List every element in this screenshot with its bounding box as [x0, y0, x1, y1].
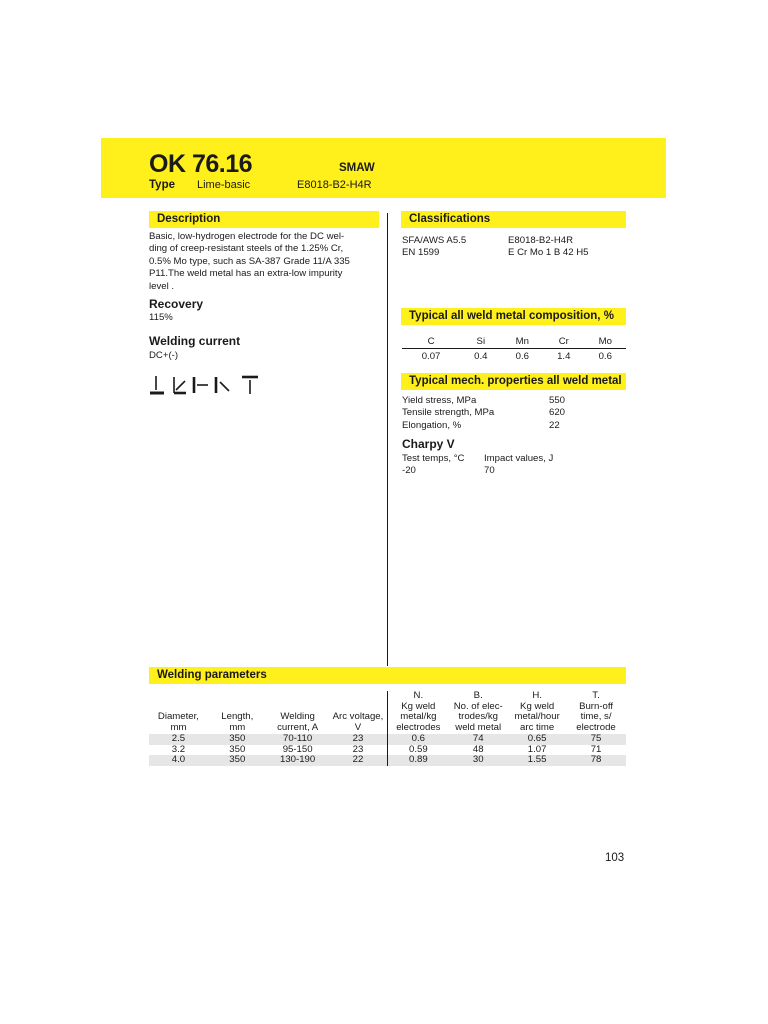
classification-value: E8018-B2-H4R: [508, 235, 574, 246]
wp-header-line: Burn-off: [579, 700, 614, 712]
wp-cell: 75: [566, 734, 626, 745]
composition-header: Mn: [502, 334, 543, 349]
composition-value: 0.4: [474, 350, 488, 362]
wp-header: [388, 691, 448, 734]
composition-value: 0.6: [598, 350, 612, 362]
recovery-heading: Recovery: [149, 297, 204, 311]
type-label: Type: [149, 179, 175, 191]
welding-parameters-heading: Welding parameters: [149, 667, 626, 684]
wp-cell: 22: [329, 755, 388, 766]
wp-cell: 130-190: [267, 755, 329, 766]
mech-value: 620: [549, 407, 566, 419]
description-text: [149, 231, 384, 293]
wp-cell: 2.5: [149, 734, 208, 745]
composition-heading: Typical all weld metal composition, %: [401, 308, 626, 325]
classifications-table: [402, 235, 626, 260]
mech-label: Elongation, %: [402, 419, 462, 431]
composition-header: C: [402, 334, 460, 349]
wp-cell: 3.2: [171, 743, 186, 755]
product-title: OK 76.16: [149, 150, 253, 178]
wp-header-line: current, A: [277, 722, 319, 734]
wp-header: [566, 691, 626, 734]
charpy-table: [402, 453, 626, 478]
table-row: [402, 395, 626, 407]
wp-cell: 48: [472, 743, 484, 755]
welding-current-heading: Welding current: [149, 334, 241, 348]
wp-header-line: electrode: [576, 722, 616, 734]
wp-cell: 4.0: [149, 755, 208, 766]
wp-cell: 1.55: [508, 755, 566, 766]
classification-standard: SFA/AWS A5.5: [402, 235, 467, 246]
charpy-temp: -20: [402, 465, 416, 477]
recovery-value: 115%: [149, 312, 173, 323]
mech-properties-heading: Typical mech. properties all weld metal: [401, 373, 626, 390]
wp-header-line: H.: [532, 690, 542, 701]
wp-header-line: electrodes: [396, 722, 441, 734]
charpy-impact: 70: [484, 465, 495, 477]
wp-header: [267, 691, 329, 734]
wp-cell: 350: [208, 734, 267, 745]
wp-cell: 95-150: [282, 743, 313, 755]
type-value: Lime-basic: [197, 179, 251, 191]
mech-label: Tensile strength, MPa: [402, 407, 495, 419]
wp-header-line: metal/hour: [514, 711, 560, 723]
table-row: [402, 465, 626, 477]
wp-header-line: time, s/: [580, 711, 612, 723]
wp-cell: 74: [448, 734, 508, 745]
wp-header-line: Arc voltage,: [332, 711, 384, 723]
mech-properties-table: [402, 395, 626, 432]
description-line: ding of creep-resistant steels of the 1.25% Cr,: [149, 243, 344, 255]
description-line: P11.The weld metal has an extra-low impurity: [149, 268, 343, 280]
table-row: [402, 420, 626, 432]
wp-header: [508, 691, 566, 734]
composition-header: Cr: [543, 334, 584, 349]
table-row: [149, 755, 626, 766]
composition-table: [402, 334, 626, 363]
charpy-col2: Impact values, J: [484, 453, 554, 464]
wp-header: [149, 691, 208, 734]
wp-header: [208, 691, 267, 734]
wp-header-line: Kg weld: [520, 700, 555, 712]
wp-header-line: Length,: [221, 711, 254, 723]
description-line: 0.5% Mo type, such as SA-387 Grade 11/A 335: [149, 255, 350, 267]
welding-current-value: DC+(-): [149, 350, 179, 361]
welding-parameters-table: [149, 691, 626, 766]
mech-value: 22: [549, 419, 560, 431]
composition-header: Mo: [584, 334, 626, 349]
wp-header: [448, 691, 508, 734]
column-divider: [387, 213, 388, 666]
description-line: Basic, low-hydrogen electrode for the DC wel-: [149, 231, 345, 242]
table-row: [402, 349, 626, 364]
wp-cell: 23: [329, 734, 388, 745]
table-row: [149, 745, 626, 756]
description-heading: Description: [149, 211, 379, 228]
wp-cell: 71: [590, 743, 602, 755]
wp-cell: 0.6: [388, 734, 448, 745]
wp-cell: 0.59: [388, 745, 448, 756]
wp-header-line: arc time: [520, 722, 555, 734]
wp-cell: 1.07: [527, 743, 547, 755]
wp-header-line: No. of elec-: [453, 700, 503, 712]
classifications-heading: Classifications: [401, 211, 626, 228]
composition-value: 0.6: [515, 350, 529, 362]
table-row: [402, 453, 626, 465]
type-classification: E8018-B2-H4R: [297, 179, 372, 191]
page-number: 103: [605, 852, 625, 864]
wp-header-line: trodes/kg: [458, 711, 498, 723]
description-line: level .: [149, 280, 175, 292]
wp-header-line: V: [354, 722, 362, 734]
wp-cell: 23: [352, 743, 364, 755]
wp-cell: 350: [229, 743, 246, 755]
classification-standard: EN 1599: [402, 247, 440, 259]
mech-label: Yield stress, MPa: [402, 395, 477, 406]
wp-header-line: mm: [170, 722, 187, 734]
wp-header-line: mm: [229, 722, 246, 734]
mech-value: 550: [549, 395, 566, 406]
charpy-col1: Test temps, °C: [402, 453, 465, 464]
wp-cell: 70-110: [267, 734, 329, 745]
wp-header-line: metal/kg: [400, 711, 437, 723]
table-row: [402, 407, 626, 419]
process-label: SMAW: [339, 162, 375, 174]
composition-header: Si: [460, 334, 501, 349]
table-header-row: [149, 691, 626, 734]
composition-value: 0.07: [421, 350, 441, 362]
composition-value: 1.4: [557, 350, 571, 362]
wp-cell: 0.89: [388, 755, 448, 766]
table-header-row: [402, 334, 626, 349]
wp-header-line: Diameter,: [157, 711, 199, 723]
wp-header-line: weld metal: [455, 722, 502, 734]
wp-header-line: Kg weld: [401, 700, 436, 712]
wp-cell: 0.65: [508, 734, 566, 745]
wp-header-line: Welding: [280, 711, 315, 723]
wp-header-line: N.: [413, 690, 424, 701]
table-row: [149, 734, 626, 745]
wp-header-line: B.: [473, 690, 483, 701]
wp-cell: 30: [448, 755, 508, 766]
classification-value: E Cr Mo 1 B 42 H5: [508, 247, 589, 259]
welding-positions-icon: [148, 374, 268, 396]
charpy-heading: Charpy V: [402, 437, 455, 451]
wp-cell: 78: [566, 755, 626, 766]
wp-header: [329, 691, 388, 734]
wp-header-line: T.: [592, 690, 600, 701]
table-row: [402, 235, 626, 247]
wp-cell: 350: [208, 755, 267, 766]
table-row: [402, 247, 626, 259]
